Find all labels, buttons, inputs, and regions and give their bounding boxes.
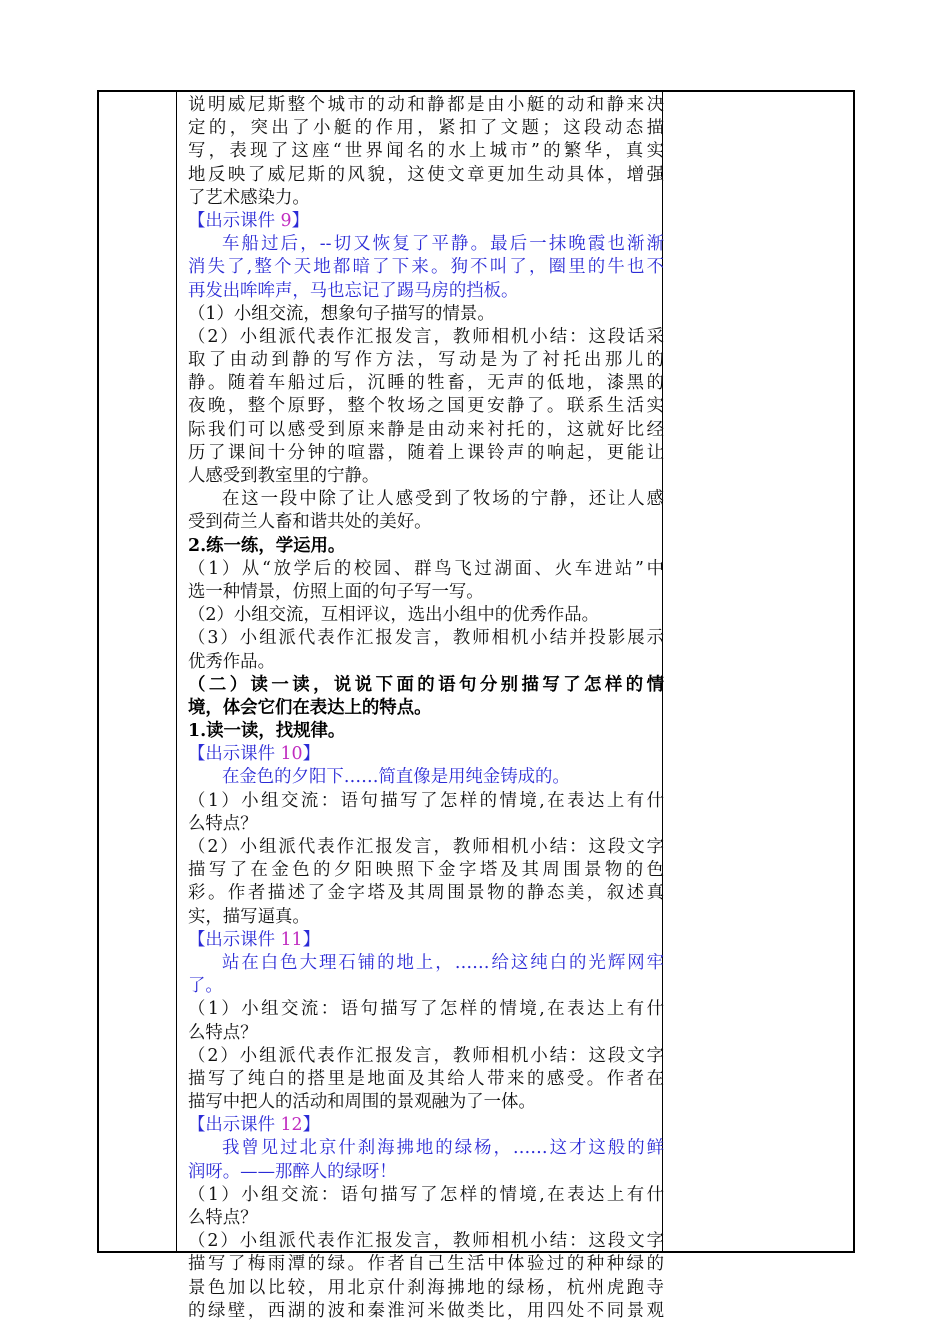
text-line: （1）小组交流：语句描写了怎样的情境,在表达上有什 [188,1184,664,1205]
section-heading-line: 境，体会它们在表达上的特点。 [188,697,432,718]
courseware-label-suffix: 】 [302,744,321,765]
quoted-passage-line: 润呀。——那醉人的绿呀！ [188,1161,397,1182]
text-line: 受到荷兰人畜和谐共处的美好。 [188,512,432,533]
quoted-passage-line: 站在白色大理石铺的地上，……给这纯白的光辉网牢 [222,952,664,973]
text-line: 在这一段中除了让人感受到了牧场的宁静，还让人感 [222,489,664,510]
courseware-number: 11 [280,929,303,950]
quoted-passage-line: 车船过后，--切又恢复了平静。最后一抹晚霞也渐渐 [222,234,664,255]
text-line: 静。随着车船过后，沉睡的牲畜，无声的低地，漆黑的 [188,373,664,394]
text-line: 历了课间十分钟的喧嚣，随着上课铃声的响起，更能让 [188,442,664,463]
text-line: 描写了纯白的搭里是地面及其给人带来的感受。作者在 [188,1068,664,1089]
courseware-label-suffix: 】 [302,929,321,950]
courseware-label-prefix: 【出示课件 [188,744,281,765]
lesson-content-cell [188,94,664,1323]
text-line: 描写中把人的活动和周围的景观融为了一体。 [188,1092,536,1113]
text-line: （2）小组派代表作汇报发言，教师相机小结：这段文字 [188,837,664,857]
quoted-passage-line: 我曾见过北京什刹海拂地的绿杨，……这才这般的鲜 [222,1138,664,1159]
text-line: 选一种情景，仿照上面的句子写一写。 [188,581,484,602]
text-line: （2）小组派代表作汇报发言，教师相机小结：这段文字 [188,1231,664,1252]
courseware-label-suffix: 】 [302,1115,321,1136]
text-line: 描写了在金色的夕阳映照下金字塔及其周围景物的色 [188,860,664,881]
text-line: 际我们可以感受到原来静是由动来衬托的，这就好比经 [188,419,664,440]
column-divider-left [176,92,177,1251]
text-line: 定的，突出了小艇的作用，紧扣了文题；这段动态描 [188,118,664,139]
courseware-label [188,210,664,233]
text-line: 么特点？ [188,1022,258,1043]
quoted-passage-line: 再发出哞哞声，马也忘记了踢马房的挡板。 [188,280,519,301]
text-line: （2）小组派代表作汇报发言，教师相机小结：这段文字 [188,1045,664,1066]
text-line: 取了由动到静的写作方法，写动是为了衬托出那儿的 [188,350,664,371]
text-line: （1）小组交流：语句描写了怎样的情境,在表达上有什 [188,999,664,1020]
text-line: （3）小组派代表作汇报发言，教师相机小结并投影展示 [188,628,664,649]
text-line: 实，描写逼真。 [188,906,310,927]
text-line: 了艺术感染力。 [188,187,310,208]
text-line: 么特点？ [188,813,258,834]
text-line: （1）小组交流，想象句子描写的情景。 [188,303,495,324]
text-line: 的绿壁，西湖的波和秦淮河米做类比，用四处不同景观 [188,1300,664,1321]
courseware-number: 10 [280,744,303,765]
text-line: 优秀作品。 [188,651,275,672]
section-heading-line: （二）读一读，说说下面的语句分别描写了怎样的情 [188,674,664,695]
quoted-passage-line: 了。 [188,976,223,997]
text-line: 人感受到教室里的宁静。 [188,466,380,486]
courseware-label-prefix: 【出示课件 [188,929,281,950]
courseware-label-suffix: 】 [291,210,309,231]
section-heading-line: 1.读一读，找规律。 [188,721,346,742]
courseware-number: 12 [280,1115,303,1136]
text-line: 夜晚，整个原野，整个牧场之国更安静了。联系生活实 [188,396,664,417]
text-line: （2）小组交流，互相评议，选出小组中的优秀作品。 [188,605,600,626]
courseware-label-prefix: 【出示课件 [188,1115,281,1136]
courseware-label [188,929,664,952]
text-line: （1）从“放学后的校园、群鸟飞过湖面、火车进站”中 [188,558,664,579]
text-line: （2）小组派代表作汇报发言，教师相机小结：这段话采 [188,326,664,347]
text-line: 写，表现了这座“世界闻名的水上城市”的繁华，真实 [188,141,664,162]
text-line: 说明威尼斯整个城市的动和静都是由小艇的动和静来决 [188,95,664,115]
text-line: （1）小组交流：语句描写了怎样的情境,在表达上有什 [188,790,664,811]
text-line: 描写了梅雨潭的绿。作者自己生活中体验过的种种绿的 [188,1254,664,1275]
text-line: 彩。作者描述了金字塔及其周围景物的静态美，叙述真 [188,883,664,904]
courseware-label-prefix: 【出示课件 [188,210,281,231]
text-line: 景色加以比较，用北京什刹海拂地的绿杨，杭州虎跑寺 [188,1277,664,1298]
courseware-label [188,743,664,766]
section-heading-line: 2.练一练，学运用。 [188,535,346,556]
lesson-table [97,90,855,1321]
courseware-number: 9 [280,210,292,231]
text-line: 么特点？ [188,1208,258,1228]
courseware-label [188,1114,664,1137]
text-line: 地反映了威尼斯的风貌，这使文章更加生动具体，增强 [188,164,664,185]
quoted-passage-line: 消失了,整个天地都暗了下来。狗不叫了，圈里的牛也不 [188,257,664,278]
quoted-passage-line: 在金色的夕阳下……简直像是用纯金铸成的。 [222,767,570,788]
